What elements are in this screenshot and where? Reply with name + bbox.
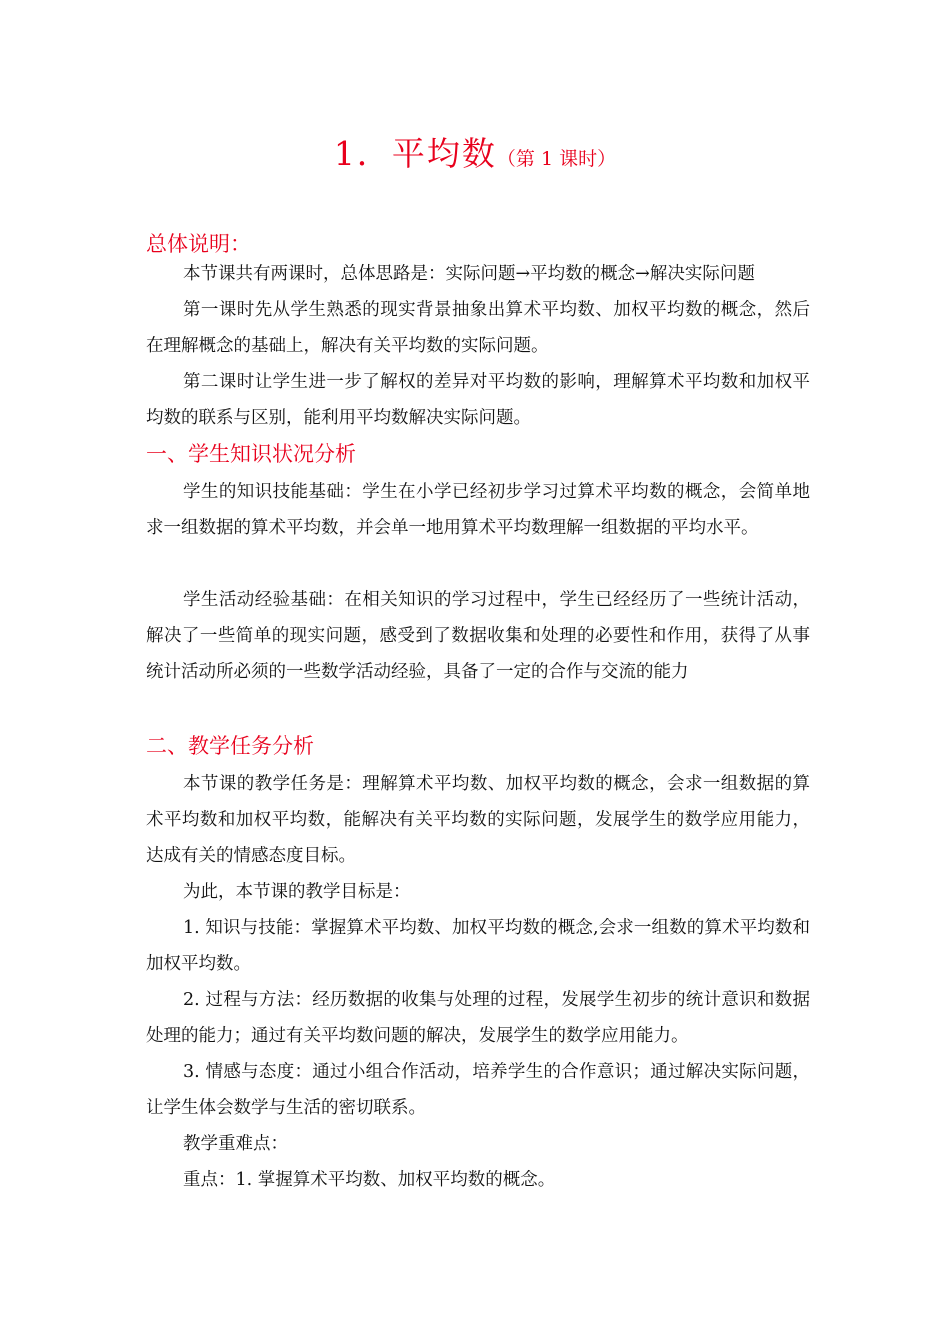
document-title: [0, 128, 950, 175]
overview-paragraph-1: 本节课共有两课时，总体思路是：实际问题→平均数的概念→解决实际问题: [183, 264, 755, 284]
section1-paragraph-2: 学生活动经验基础：在相关知识的学习过程中，学生已经经历了一些统计活动，解决了一些简单的现实问题，感受到了数据收集和处理的必要性和作用，获得了从事统计活动所必须的一些数学活动经验，具备了一定的合作与交流的能力: [146, 590, 810, 682]
goal-item-2: 2. 过程与方法：经历数据的收集与处理的过程，发展学生初步的统计意识和数据处理的能力；通过有关平均数问题的解决，发展学生的数学应用能力。: [146, 990, 810, 1046]
key-point-1: 重点：1. 掌握算术平均数、加权平均数的概念。: [183, 1170, 556, 1190]
section1-heading: 一、学生知识状况分析: [146, 442, 356, 466]
section1-paragraph-1: 学生的知识技能基础：学生在小学已经初步学习过算术平均数的概念，会简单地求一组数据的算术平均数，并会单一地用算术平均数理解一组数据的平均水平。: [146, 482, 810, 538]
title-main: 1．平均数: [333, 134, 497, 173]
section2-heading: 二、教学任务分析: [146, 734, 314, 758]
overview-paragraph-2: 第一课时先从学生熟悉的现实背景抽象出算术平均数、加权平均数的概念，然后在理解概念的基础上，解决有关平均数的实际问题。: [146, 300, 810, 356]
goal-item-3: 3. 情感与态度：通过小组合作活动，培养学生的合作意识；通过解决实际问题，让学生体会数学与生活的密切联系。: [146, 1062, 810, 1118]
section2-paragraph-1: 本节课的教学任务是：理解算术平均数、加权平均数的概念，会求一组数据的算术平均数和加权平均数，能解决有关平均数的实际问题，发展学生的数学应用能力，达成有关的情感态度目标。: [146, 774, 810, 866]
goal-item-1: 1. 知识与技能：掌握算术平均数、加权平均数的概念,会求一组数的算术平均数和加权平均数。: [146, 918, 810, 974]
key-points-label: 教学重难点：: [183, 1134, 288, 1154]
overview-heading: 总体说明：: [146, 232, 251, 256]
overview-paragraph-3: 第二课时让学生进一步了解权的差异对平均数的影响，理解算术平均数和加权平均数的联系与区别，能利用平均数解决实际问题。: [146, 372, 810, 428]
section2-paragraph-2: 为此，本节课的教学目标是：: [183, 882, 411, 902]
title-lesson-note: （第 1 课时）: [496, 148, 617, 170]
